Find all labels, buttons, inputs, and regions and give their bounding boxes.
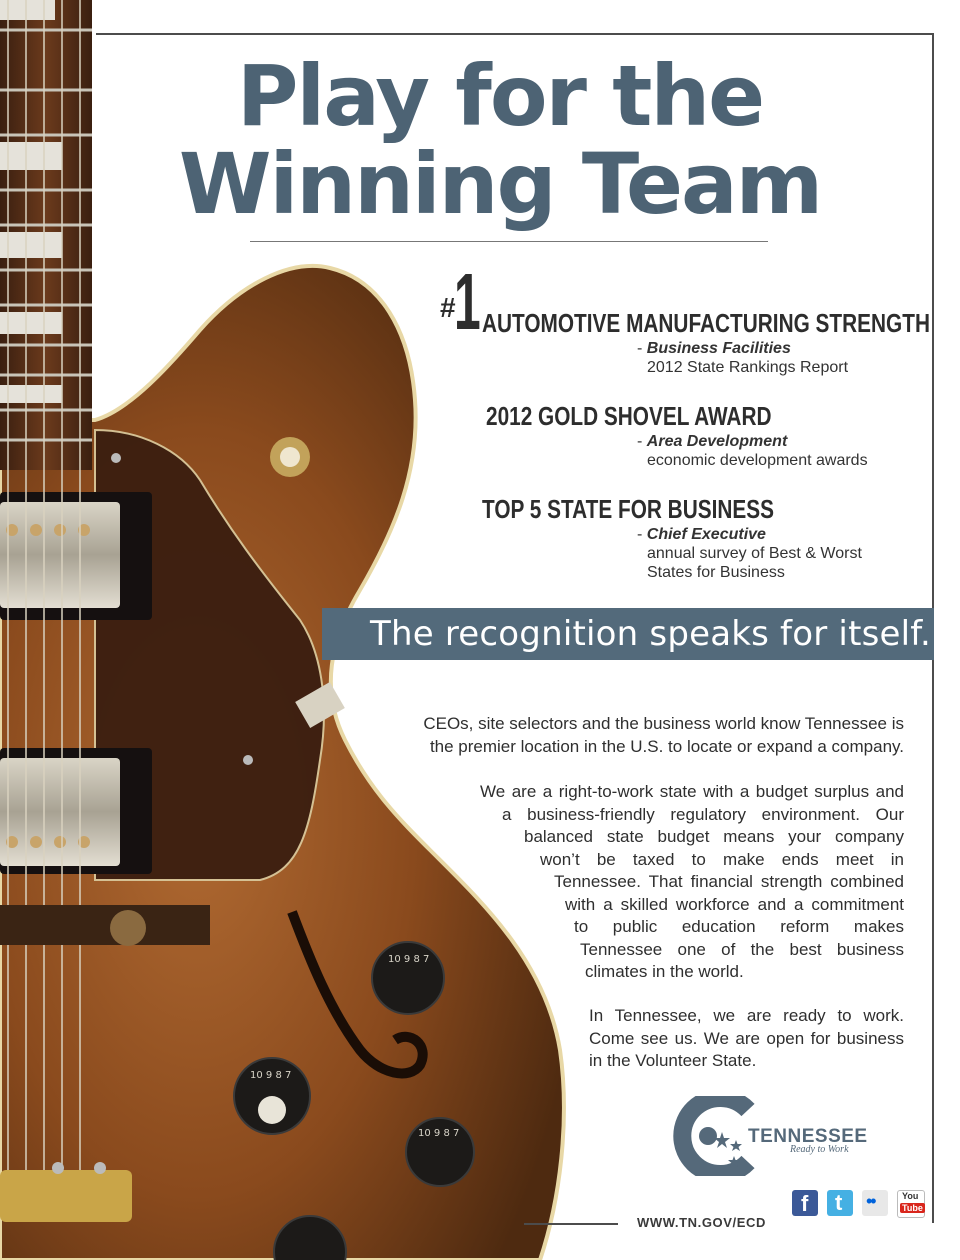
award-detail-1: 2012 State Rankings Report: [647, 359, 849, 376]
logo-tagline: Ready to Work: [790, 1144, 849, 1155]
award-source-3: [637, 525, 766, 544]
body-paragraph-3: [589, 1005, 904, 1073]
p1-line: the premier location in the U.S. to locate or expand a company.: [429, 736, 904, 756]
p2-line: a business-friendly regulatory environment. Our: [502, 804, 904, 824]
award-title-1: AUTOMOTIVE MANUFACTURING STRENGTH: [482, 308, 930, 338]
youtube-icon[interactable]: [897, 1190, 925, 1218]
source-publication: Chief Executive: [646, 526, 766, 543]
p3-line: in the Volunteer State.: [589, 1051, 757, 1070]
tagline-banner: [322, 608, 934, 660]
title-divider: [250, 241, 768, 242]
page-title: [150, 47, 850, 233]
award-detail-2: economic development awards: [647, 452, 868, 469]
p2-line: Tennessee. That financial strength combined: [554, 872, 904, 891]
source-publication: Business Facilities: [646, 340, 791, 357]
footer-divider: [524, 1223, 618, 1225]
p1-line: CEOs, site selectors and the business world know Tennessee is: [423, 714, 904, 733]
body-paragraph-1: [408, 713, 904, 758]
p2-line: to public education reform makes: [574, 917, 904, 936]
body-paragraph-2: [470, 781, 904, 984]
title-line-2: Winning Team: [178, 135, 822, 233]
svg-text:10 9 8 7: 10 9 8 7: [388, 954, 430, 965]
flickr-glyph: ••: [866, 1191, 875, 1211]
twitter-icon[interactable]: [827, 1190, 853, 1216]
facebook-glyph: f: [801, 1191, 809, 1216]
website-link[interactable]: WWW.TN.GOV/ECD: [637, 1215, 766, 1230]
p3-line: Come see us. We are open for business: [589, 1028, 904, 1048]
award-source-2: [637, 432, 787, 451]
source-dash: -: [637, 526, 647, 543]
youtube-glyph-bottom: Tube: [902, 1203, 923, 1213]
p2-line: won’t be taxed to make ends meet in: [540, 849, 904, 869]
award-detail-3a: annual survey of Best & Worst: [647, 545, 862, 562]
p2-line: with a skilled workforce and a commitment: [565, 894, 904, 914]
rank-digit: 1: [453, 257, 481, 346]
banner-text: The recognition speaks for itself.: [370, 614, 931, 654]
p2-line: We are a right-to-work state with a budget surplus and: [480, 782, 904, 801]
facebook-icon[interactable]: [792, 1190, 818, 1216]
youtube-glyph-top: You: [902, 1191, 919, 1201]
source-publication: Area Development: [646, 433, 788, 450]
award-detail-3b: States for Business: [647, 564, 785, 581]
rank-hash: #: [440, 292, 456, 323]
p2-line: balanced state budget means your company: [524, 827, 904, 846]
twitter-glyph: t: [835, 1190, 843, 1215]
p2-line: Tennessee one of the best business: [580, 939, 904, 959]
svg-text:10 9 8 7: 10 9 8 7: [418, 1128, 460, 1139]
title-line-1: Play for the: [236, 47, 764, 145]
svg-text:10 9 8 7: 10 9 8 7: [250, 1070, 292, 1081]
p3-line: In Tennessee, we are ready to work.: [589, 1006, 904, 1025]
award-title-2: 2012 GOLD SHOVEL AWARD: [486, 401, 772, 431]
source-dash: -: [637, 433, 647, 450]
source-dash: -: [637, 340, 647, 357]
flickr-icon[interactable]: [862, 1190, 888, 1216]
logo-name: TENNESSEE: [748, 1126, 868, 1147]
award-title-3: TOP 5 STATE FOR BUSINESS: [482, 494, 775, 524]
p2-line: climates in the world.: [585, 962, 744, 981]
award-source-1: [637, 339, 791, 358]
